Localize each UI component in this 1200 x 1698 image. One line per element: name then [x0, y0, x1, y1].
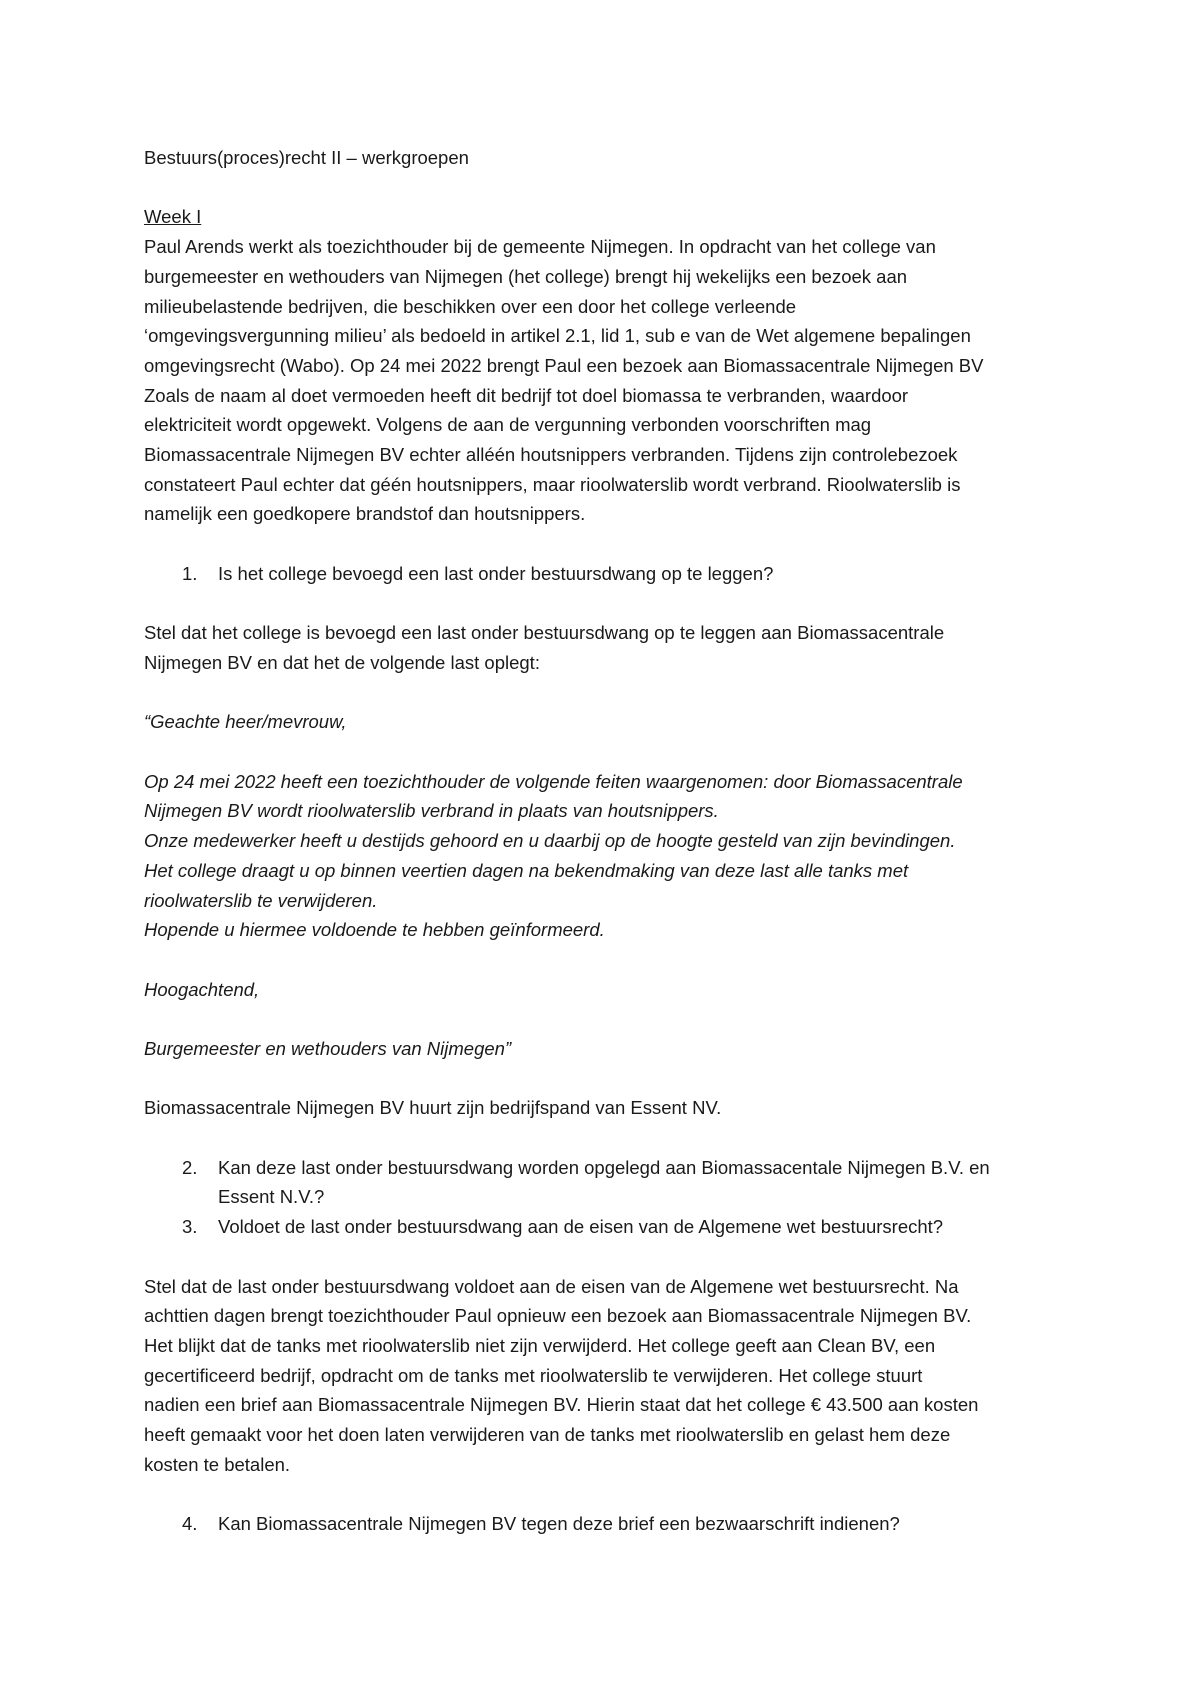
intro-line: burgemeester en wethouders van Nijmegen (het college) brengt hij wekelijks een bezoek aan [144, 265, 908, 287]
letter-closing: Hoogachtend, [144, 978, 260, 1000]
letter-line: rioolwaterslib te verwijderen. [144, 889, 378, 911]
intro-line: Zoals de naam al doet vermoeden heeft dit bedrijf tot doel biomassa te verbranden, waardoor [144, 384, 909, 406]
question-list-2 [144, 1153, 1064, 1242]
question-line: Kan deze last onder bestuursdwang worden opgelegd aan Biomassacentale Nijmegen B.V. en [218, 1156, 990, 1178]
week-heading: Week I [144, 206, 202, 228]
question-line: Voldoet de last onder bestuursdwang aan de eisen van de Algemene wet bestuursrecht? [218, 1216, 944, 1238]
intro-line: constateert Paul echter dat géén houtsnippers, maar rioolwaterslib wordt verbrand. Rioolwaterslib is [144, 473, 961, 495]
rental-note: Biomassacentrale Nijmegen BV huurt zijn bedrijfspand van Essent NV. [144, 1097, 722, 1119]
question-4 [144, 1509, 1064, 1539]
letter-line: Nijmegen BV wordt rioolwaterslib verbrand in plaats van houtsnippers. [144, 800, 719, 822]
question-2 [144, 1153, 1064, 1212]
scenario-line: Stel dat het college is bevoegd een last onder bestuursdwang op te leggen aan Biomassacentrale [144, 622, 945, 644]
scenario-2-paragraph [144, 1272, 1064, 1480]
scenario-line: nadien een brief aan Biomassacentrale Nijmegen BV. Hierin staat dat het college € 43.500 aan kosten [144, 1394, 979, 1416]
question-number: 3. [182, 1216, 198, 1238]
intro-line: elektriciteit wordt opgewekt. Volgens de aan de vergunning verbonden voorschriften mag [144, 414, 872, 436]
scenario-line: Het blijkt dat de tanks met rioolwaterslib niet zijn verwijderd. Het college geeft aan Clean BV, een [144, 1334, 936, 1356]
scenario-line: kosten te betalen. [144, 1453, 291, 1475]
scenario-line: gecertificeerd bedrijf, opdracht om de tanks met rioolwaterslib te verwijderen. Het college stuurt [144, 1364, 923, 1386]
question-list-1 [144, 559, 1064, 589]
question-number: 2. [182, 1156, 198, 1178]
quoted-letter [144, 707, 1064, 1063]
intro-line: Biomassacentrale Nijmegen BV echter alléén houtsnippers verbranden. Tijdens zijn controlebezoek [144, 444, 958, 466]
scenario-line: achttien dagen brengt toezichthouder Paul opnieuw een bezoek aan Biomassacentrale Nijmegen BV. [144, 1305, 972, 1327]
intro-line: ‘omgevingsvergunning milieu’ als bedoeld in artikel 2.1, lid 1, sub e van de Wet algemene bepalingen [144, 325, 971, 347]
question-number: 4. [182, 1513, 198, 1535]
letter-line: Het college draagt u op binnen veertien dagen na bekendmaking van deze last alle tanks met [144, 859, 909, 881]
scenario-1-paragraph [144, 618, 1064, 677]
letter-line: Onze medewerker heeft u destijds gehoord en u daarbij op de hoogte gesteld van zijn bevindingen. [144, 830, 956, 852]
scenario-line: heeft gemaakt voor het doen laten verwijderen van de tanks met rioolwaterslib en gelast hem deze [144, 1424, 951, 1446]
letter-signature: Burgemeester en wethouders van Nijmegen” [144, 1037, 512, 1059]
intro-line: Paul Arends werkt als toezichthouder bij de gemeente Nijmegen. In opdracht van het college van [144, 236, 936, 258]
question-3 [144, 1212, 1064, 1242]
document-title: Bestuurs(proces)recht II – werkgroepen [144, 147, 469, 168]
letter-body [144, 767, 1064, 945]
letter-line: Op 24 mei 2022 heeft een toezichthouder de volgende feiten waargenomen: door Biomassacentrale [144, 770, 963, 792]
letter-salutation: “Geachte heer/mevrouw, [144, 711, 347, 733]
question-1 [144, 559, 1064, 589]
document-page [144, 143, 1064, 1539]
intro-line: milieubelastende bedrijven, die beschikken over een door het college verleende [144, 295, 797, 317]
question-list-3 [144, 1509, 1064, 1539]
intro-line: namelijk een goedkopere brandstof dan houtsnippers. [144, 503, 586, 525]
question-number: 1. [182, 562, 198, 584]
intro-line: omgevingsrecht (Wabo). Op 24 mei 2022 brengt Paul een bezoek aan Biomassacentrale Nijmegen BV [144, 354, 984, 376]
question-line: Essent N.V.? [218, 1186, 325, 1208]
intro-paragraph [144, 232, 1064, 529]
letter-line: Hopende u hiermee voldoende te hebben geïnformeerd. [144, 919, 605, 941]
question-text: Is het college bevoegd een last onder bestuursdwang op te leggen? [218, 562, 774, 584]
question-text: Kan Biomassacentrale Nijmegen BV tegen deze brief een bezwaarschrift indienen? [218, 1513, 900, 1535]
scenario-line: Stel dat de last onder bestuursdwang voldoet aan de eisen van de Algemene wet bestuursrecht. Na [144, 1275, 959, 1297]
scenario-line: Nijmegen BV en dat het de volgende last oplegt: [144, 651, 540, 673]
